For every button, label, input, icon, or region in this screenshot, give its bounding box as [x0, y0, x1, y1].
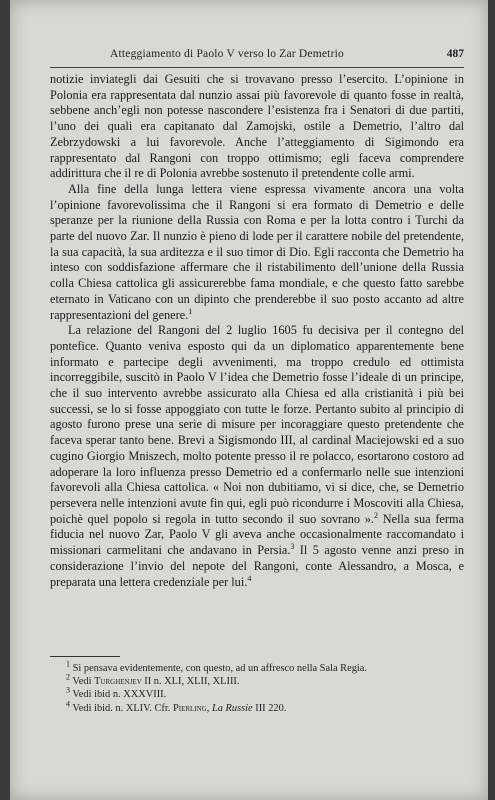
paragraph-1: notizie inviategli dai Gesuiti che si trovavano presso l’esercito. L’opinione in Polonia era rappresentata dal nunzio assai più favorevole di quanto fosse in realtà, sebbene anch’egli non potesse nascondere l’esistenza fra i Senatori di due partiti, l’uno dei quali era capitanato dal Zamojski, ostile a Demetrio, l’altro dal Zebrzydowski a lui favorevole. Anche l’atteggiamento di Sigimondo era rappresentato dal Rangoni con troppo ottimismo; egli faceva comprendere addirittura che il re di Polonia avrebbe sostenuto il pretendente colle armi. [50, 72, 464, 181]
page-number: 487 [446, 48, 464, 60]
footnote-1: $^1$ Si pensava evidentemente, con questo, ad un affresco nella Sala Regia. [66, 659, 368, 674]
header-rule [50, 67, 464, 68]
paragraph-2: Alla fine della lunga lettera viene espressa vivamente ancora una volta l’opinione favorevolissima che il Rangoni si era formato di Demetrio e delle speranze per la riunione della Russia con Roma e per la lotta contro i Turchi da parte del nuovo Zar. Il nunzio è pieno di lode per il carattere nobile del pretendente, la sua capacità, la sua arditezza e il suo timor di Dio. Egli racconta che Demetrio ha inteso con soddisfazione affermare che il ristabilimento dell’unione della Russia colla Chiesa cattolica gli assicurerebbe fama mondiale, e che questo fatto sarebbe eternato in Vaticano con un dipinto che prenderebbe il suo posto accanto ad altre rappresentazioni del genere.$^1$ [50, 181, 464, 322]
footnote-2: $^2$ Vedi Turghenjev II n. XLI, XLII, XLIII. [66, 672, 240, 688]
running-title: Atteggiamento di Paolo V verso lo Zar Demetrio [110, 48, 344, 60]
paragraph-3: La relazione del Rangoni del 2 luglio 1605 fu decisiva per il contegno del pontefice. Quanto veniva esposto qui da un diplomatico apparentemente bene informato e partecipe degli avvenimenti, ma troppo credulo ed ottimista incorreggibile, suscitò in Paolo V l’idea che Demetrio fosse l’ideale di un principe, che il suo intervento avrebbe assicurato alla Chiesa ed alla cristianità i più bei successi, se lo si fosse appoggiato con tutte le forze. Pertanto subito al principio di agosto furono prese una serie di misure per incoraggiare questo pretendente che faceva sperar tanto bene. Brevi a Sigismondo III, al cardinal Maciejowski ed a suo cugino Giorgio Mniszech, molto potente presso il re polacco, esortarono costoro ad adoperare la loro influenza presso Demetrio ed a confermarlo nelle sue intenzioni favorevoli alla Chiesa cattolica. « Noi non dubitiamo, vi si dice, che, se Demetrio persevera nelle intenzioni avute fin qui, egli può ricondurre i Moscoviti alla Chiesa, poichè quel popolo si regola in tutto secondo il suo sovrano ».$^2$ Nella sua ferma fiducia nel nuovo Zar, Paolo V gli aveva anche occasionalmente raccomandato i missionari carmelitani che andavano in Persia.$^3$ Il 5 agosto venne anzi preso in considerazione l’invio del nepote del Rangoni, conte Alessandro, a Mosca, e preparata una lettera credenziale per lui.$^4$ [50, 323, 465, 589]
book-page [10, 0, 488, 800]
footnote-ref: 1 [188, 306, 193, 316]
footnote-ref: 3 [290, 542, 295, 551]
footnote-ref: 2 [374, 510, 378, 520]
footnote-ref: 4 [247, 573, 252, 583]
body-text [50, 72, 464, 590]
footnote-4: $^4$ Vedi ibid. n. XLIV. Cfr. Pierling, La Russie III 220. [66, 699, 287, 714]
footnote-3: $^3$ Vedi ibid n. XXXVIII. [66, 685, 167, 701]
footnote-rule [50, 656, 120, 657]
footnotes [50, 659, 464, 715]
